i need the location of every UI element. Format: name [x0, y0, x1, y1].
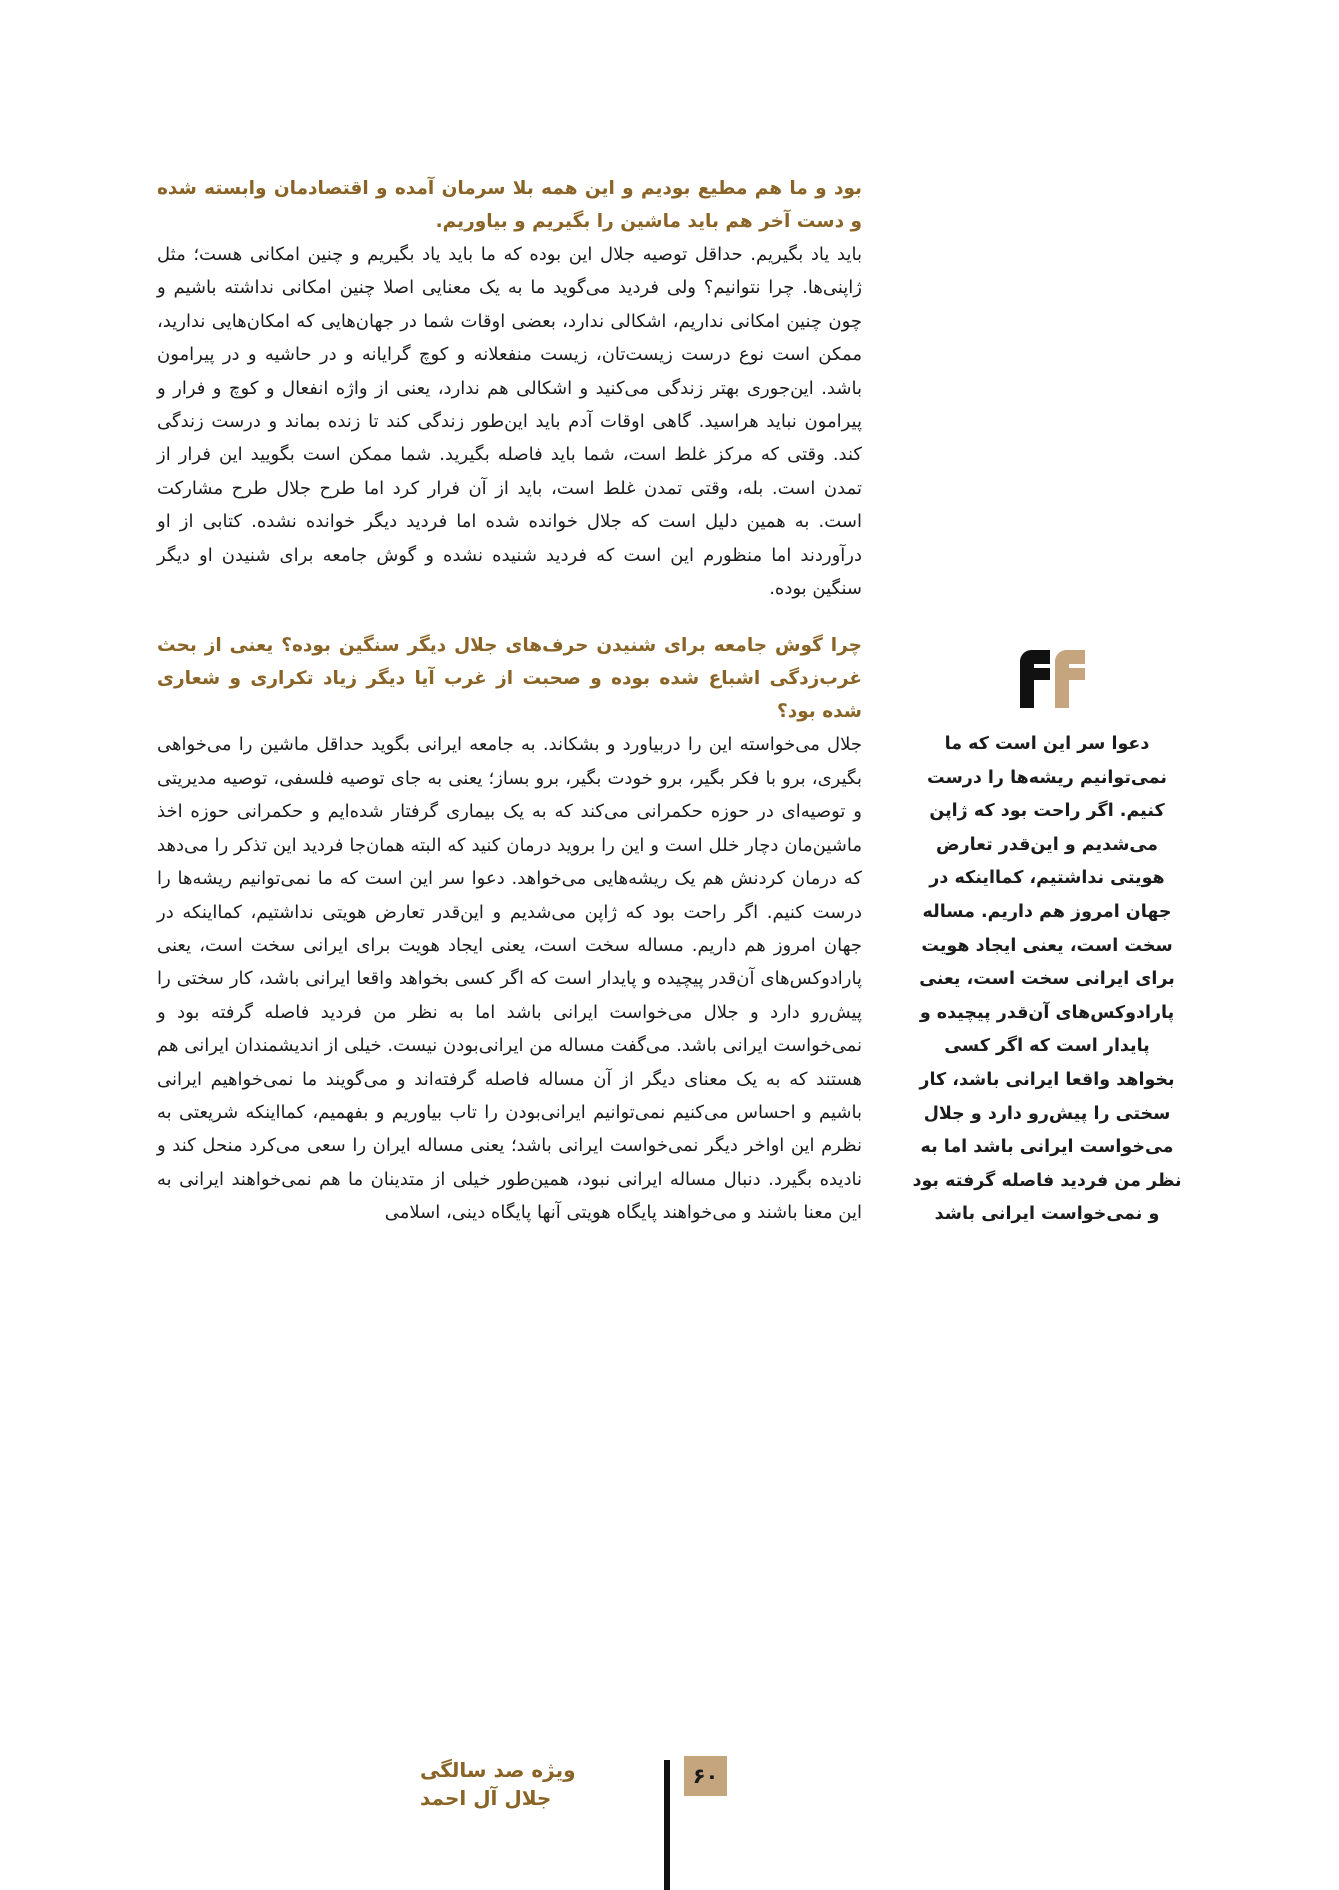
page-number: ۶۰: [684, 1756, 727, 1796]
interview-question-1: بود و ما هم مطیع بودیم و این همه بلا سرمان آمده و اقتصادمان وابسته شده و دست آخر هم باید ماشین را بگیریم و بیاوریم.: [157, 178, 862, 232]
footer-title: [420, 1756, 656, 1812]
quote-mark-icon: [1020, 650, 1085, 708]
footer-divider: [664, 1760, 670, 1890]
interview-answer-1: باید یاد بگیریم. حداقل توصیه جلال این بوده که ما باید یاد بگیریم و چنین امکانی هست؛ مثل ژاپنی‌ها. چرا نتوانیم؟ ولی فردید می‌گوید ما به یک معنایی اصلا چنین امکانی نداشته باشیم و چون چنین امکانی نداریم، اشکالی ندارد، بعضی اوقات شما در جهان‌هایی که امکان‌هایی ندارید، ممکن است نوع درست زیست‌تان، زیست منفعلانه و کوچ گرایانه و در حاشیه و در پیرامون باشد. این‌جوری بهتر زندگی می‌کنید و اشکالی هم ندارد، یعنی از واژه انفعال و کوچ و فرار و پیرامون نباید هراسید. گاهی اوقات آدم باید این‌طور زندگی کند تا زنده بماند و درست زندگی کند. وقتی که مرکز غلط است، شما باید فاصله بگیرید. شما ممکن است بگویید این فرار از تمدن است. بله، وقتی تمدن غلط است، باید از آن فرار کرد اما طرح جلال طرح مشارکت است. به همین دلیل است که جلال خوانده شده اما فردید دیگر خوانده نشده. کتابی از او درآوردند اما منظورم این است که فردید شنیده نشده و گوش جامعه برای شنیدن او دیگر سنگین بوده.: [157, 244, 862, 600]
footer-title-line-2: جلال آل احمد: [420, 1786, 552, 1810]
interview-answer-2: جلال می‌خواسته این را دربیاورد و بشکاند. به جامعه ایرانی بگوید حداقل ماشین را می‌خواهی بگیری، برو با فکر بگیر، برو خودت بگیر، برو بساز؛ یعنی به جای توصیه فلسفی، توصیه مدیریتی و توصیه‌ای در حوزه حکمرانی می‌کند که به یک بیماری گرفتار شده‌ایم و حکمرانی حوزه اخذ ماشین‌مان دچار خلل است و این را بروید درمان کنید که البته همان‌جا فردید این تذکر را می‌دهد که درمان کردنش هم یک ریشه‌هایی می‌خواهد. دعوا سر این است که ما نمی‌توانیم ریشه‌ها را درست کنیم. اگر راحت بود که ژاپن می‌شدیم و این‌قدر تعارض هویتی نداشتیم، کمااینکه در جهان امروز هم داریم. مساله سخت است، یعنی ایجاد هویت برای ایرانی سخت است، یعنی پارادوکس‌های آن‌قدر پیچیده و پایدار است که اگر کسی بخواهد واقعا ایرانی باشد، کار سختی را پیش‌رو دارد و جلال می‌خواست ایرانی باشد اما به نظر من فردید فاصله گرفته بود و نمی‌خواست ایرانی باشد. می‌گفت مساله من ایرانی‌بودن نیست. خیلی از اندیشمندان ایرانی هم هستند که به یک معنای دیگر از آن مساله فاصله گرفته‌اند و می‌گویند ما نمی‌خواهیم ایرانی باشیم و احساس می‌کنیم نمی‌توانیم ایرانی‌بودن را تاب بیاوریم و بفهمیم، کمااینکه شریعتی به نظرم این اواخر دیگر نمی‌خواست ایرانی باشد؛ یعنی مساله ایران را سعی می‌کرد منحل کند و نادیده بگیرد. دنبال مساله ایرانی نبود، همین‌طور خیلی از متدینان ما هم نمی‌خواهند ایرانی به این معنا باشند و می‌خواهند پایگاه هویتی آنها پایگاه دینی، اسلامی: [157, 734, 862, 1224]
pull-quote: دعوا سر این است که ما نمی‌توانیم ریشه‌ها را درست کنیم. اگر راحت بود که ژاپن می‌شدیم و این‌قدر تعارض هویتی نداشتیم، کمااینکه در جهان امروز هم داریم. مساله سخت است، یعنی ایجاد هویت برای ایرانی سخت است، یعنی پارادوکس‌های آن‌قدر پیچیده و پایدار است که اگر کسی بخواهد واقعا ایرانی باشد، کار سختی را پیش‌رو دارد و جلال می‌خواست ایرانی باشد اما به نظر من فردید فاصله گرفته بود و نمی‌خواست ایرانی باشد: [912, 734, 1182, 1225]
interview-question-2: چرا گوش جامعه برای شنیدن حرف‌های جلال دیگر سنگین بوده؟ یعنی از بحث غرب‌زدگی اشباع شده بوده و صحبت از غرب آیا دیگر زیاد تکراری و شعاری شده بود؟: [157, 635, 862, 723]
article-column: [157, 172, 862, 1230]
footer-title-line-1: ویژه صد سالگی: [420, 1758, 576, 1782]
